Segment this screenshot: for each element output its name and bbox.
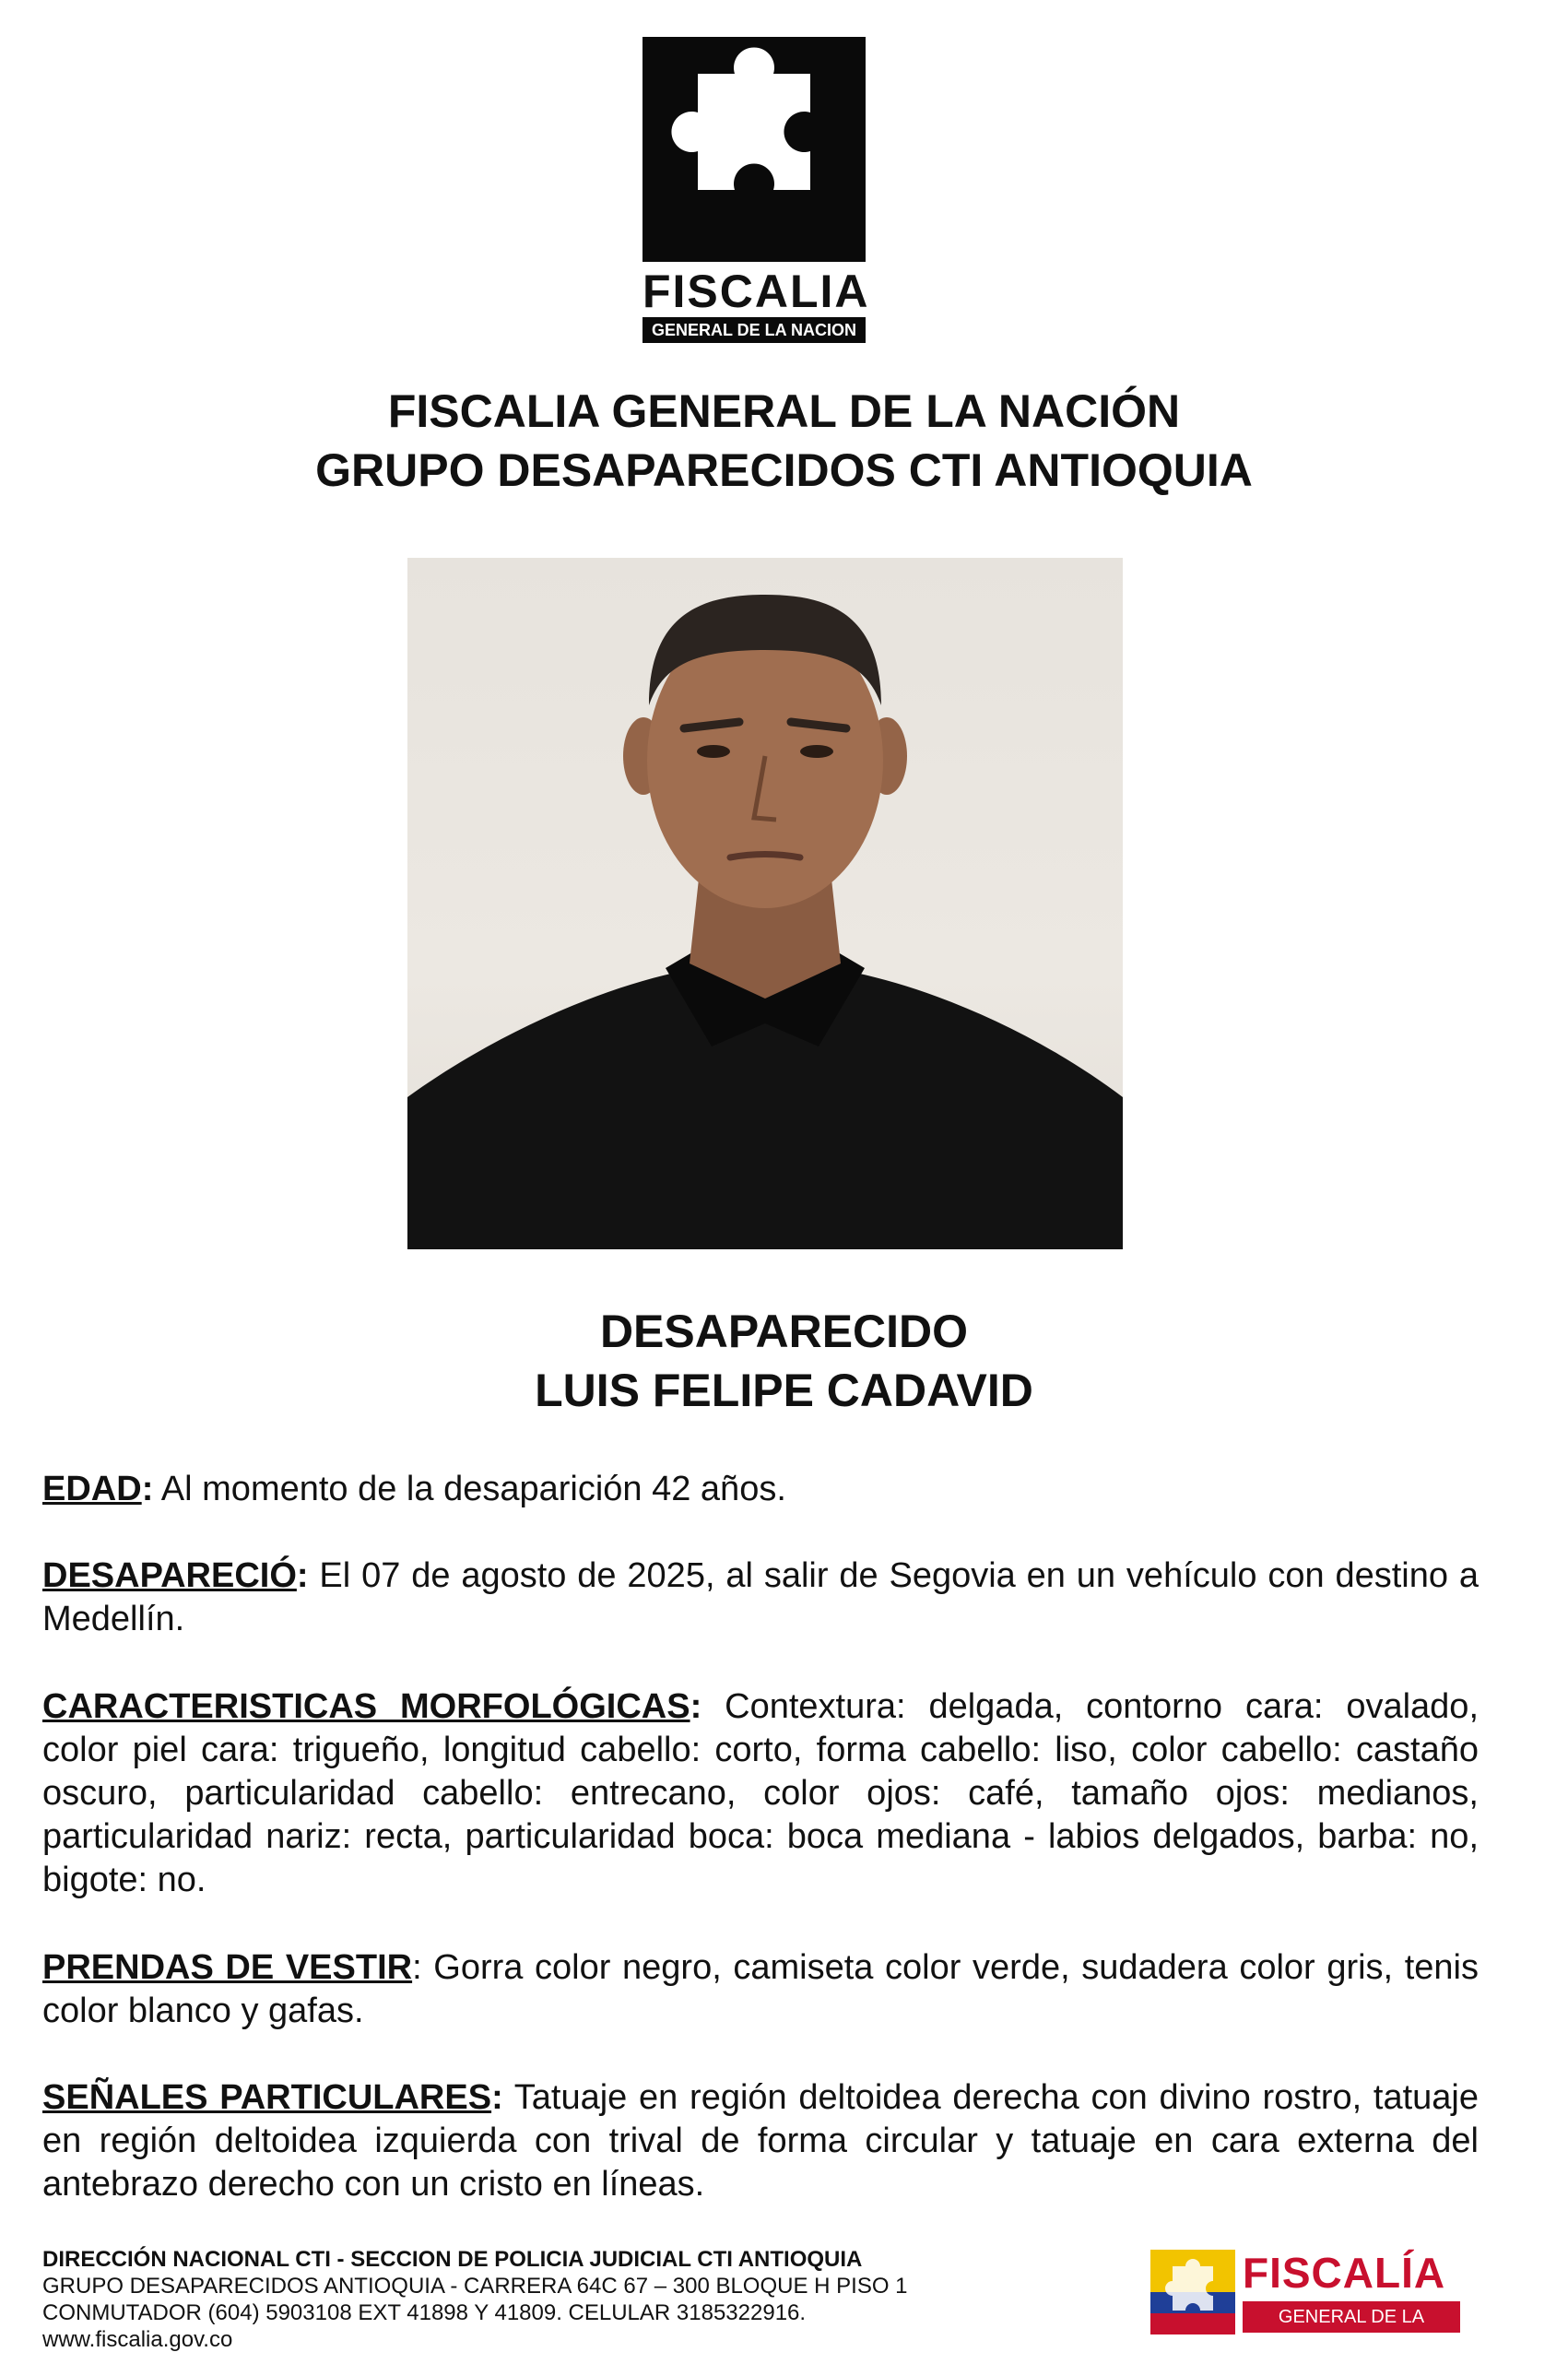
status-label: DESAPARECIDO: [599, 1306, 969, 1357]
fiscalia-logo-bottom: [1150, 2249, 1464, 2358]
footer-phone: CONMUTADOR (604) 5903108 EXT 41898 Y 41809. CELULAR 3185322916.: [42, 2300, 807, 2325]
section-prendas: PRENDAS DE VESTIR: Gorra color negro, camiseta color verde, sudadera color gris, tenis color blanco y gafas.: [42, 1948, 1479, 2030]
header-institution: FISCALIA GENERAL DE LA NACIÓN: [387, 385, 1181, 437]
section-label: PRENDAS DE VESTIR: [42, 1948, 413, 1987]
section-text: Gorra color negro, camiseta color verde, sudadera color gris, tenis color blanco y gafas.: [42, 1948, 1479, 2030]
section-label: SEÑALES PARTICULARES: [42, 2078, 492, 2117]
logo-wordmark: FISCALIA: [643, 266, 870, 317]
section-text: Tatuaje en región deltoidea derecha con divino rostro, tatuaje en región deltoidea izquierda con trival de forma circular y tatuaje en cara externa del antebrazo derecho con un cristo en líneas.: [42, 2078, 1479, 2204]
section-label: EDAD: [42, 1470, 142, 1508]
section-caracteristicas: CARACTERISTICAS MORFOLÓGICAS: Contextura: delgada, contorno cara: ovalado, color piel cara: trigueño, longitud cabello: corto, forma cabello: liso, color cabello: castaño oscuro, particularidad cabello: entrecano, color ojos: café, tamaño ojos: medianos, particularidad nariz: recta, particularidad boca: boca mediana - labios delgados, barba: no, bigote: no.: [42, 1687, 1479, 1899]
person-name: LUIS FELIPE CADAVID: [535, 1365, 1033, 1416]
section-text: El 07 de agosto de 2025, al salir de Segovia en un vehículo con destino a Medellín.: [42, 1556, 1479, 1638]
puzzle-piece-icon: [643, 37, 866, 262]
section-senales: SEÑALES PARTICULARES: Tatuaje en región deltoidea derecha con divino rostro, tatuaje en región deltoidea izquierda con trival de forma circular y tatuaje en cara externa del antebrazo derecho con un cristo en líneas.: [42, 2078, 1479, 2204]
footer-website-link[interactable]: www.fiscalia.gov.co: [42, 2327, 233, 2352]
footer-contact: [42, 2246, 1102, 2353]
logo-wordmark: FISCALÍA: [1243, 2249, 1446, 2297]
footer-title: DIRECCIÓN NACIONAL CTI - SECCION DE POLICIA JUDICIAL CTI ANTIOQUIA: [42, 2247, 863, 2272]
fiscalia-logo-top: [643, 37, 870, 343]
section-desaparecio: DESAPARECIÓ: El 07 de agosto de 2025, al salir de Segovia en un vehículo con destino a Medellín.: [42, 1556, 1479, 1638]
section-text: Al momento de la desaparición 42 años.: [153, 1470, 786, 1508]
missing-person-photo: [407, 558, 1123, 1249]
footer-address: GRUPO DESAPARECIDOS ANTIOQUIA - CARRERA 64C 67 – 300 BLOQUE H PISO 1: [42, 2274, 908, 2299]
logo-subtitle: GENERAL DE LA NACION: [643, 317, 866, 343]
header-group: GRUPO DESAPARECIDOS CTI ANTIOQUIA: [315, 444, 1253, 496]
section-label: CARACTERISTICAS MORFOLÓGICAS: [42, 1687, 690, 1726]
logo-subtitle: GENERAL DE LA NACION: [1243, 2301, 1460, 2333]
colombia-puzzle-icon: [1150, 2250, 1235, 2334]
section-label: DESAPARECIÓ: [42, 1556, 297, 1595]
section-text: Contextura: delgada, contorno cara: ovalado, color piel cara: trigueño, longitud cabello: corto, forma cabello: liso, color cabello: castaño oscuro, particularidad cabello: entrecano, color ojos: café, tamaño ojos: medianos, particularidad nariz: recta, particularidad boca: boca mediana - labios delgados, barba: no, bigote: no.: [42, 1687, 1479, 1899]
section-edad: EDAD: Al momento de la desaparición 42 años.: [42, 1470, 786, 1508]
